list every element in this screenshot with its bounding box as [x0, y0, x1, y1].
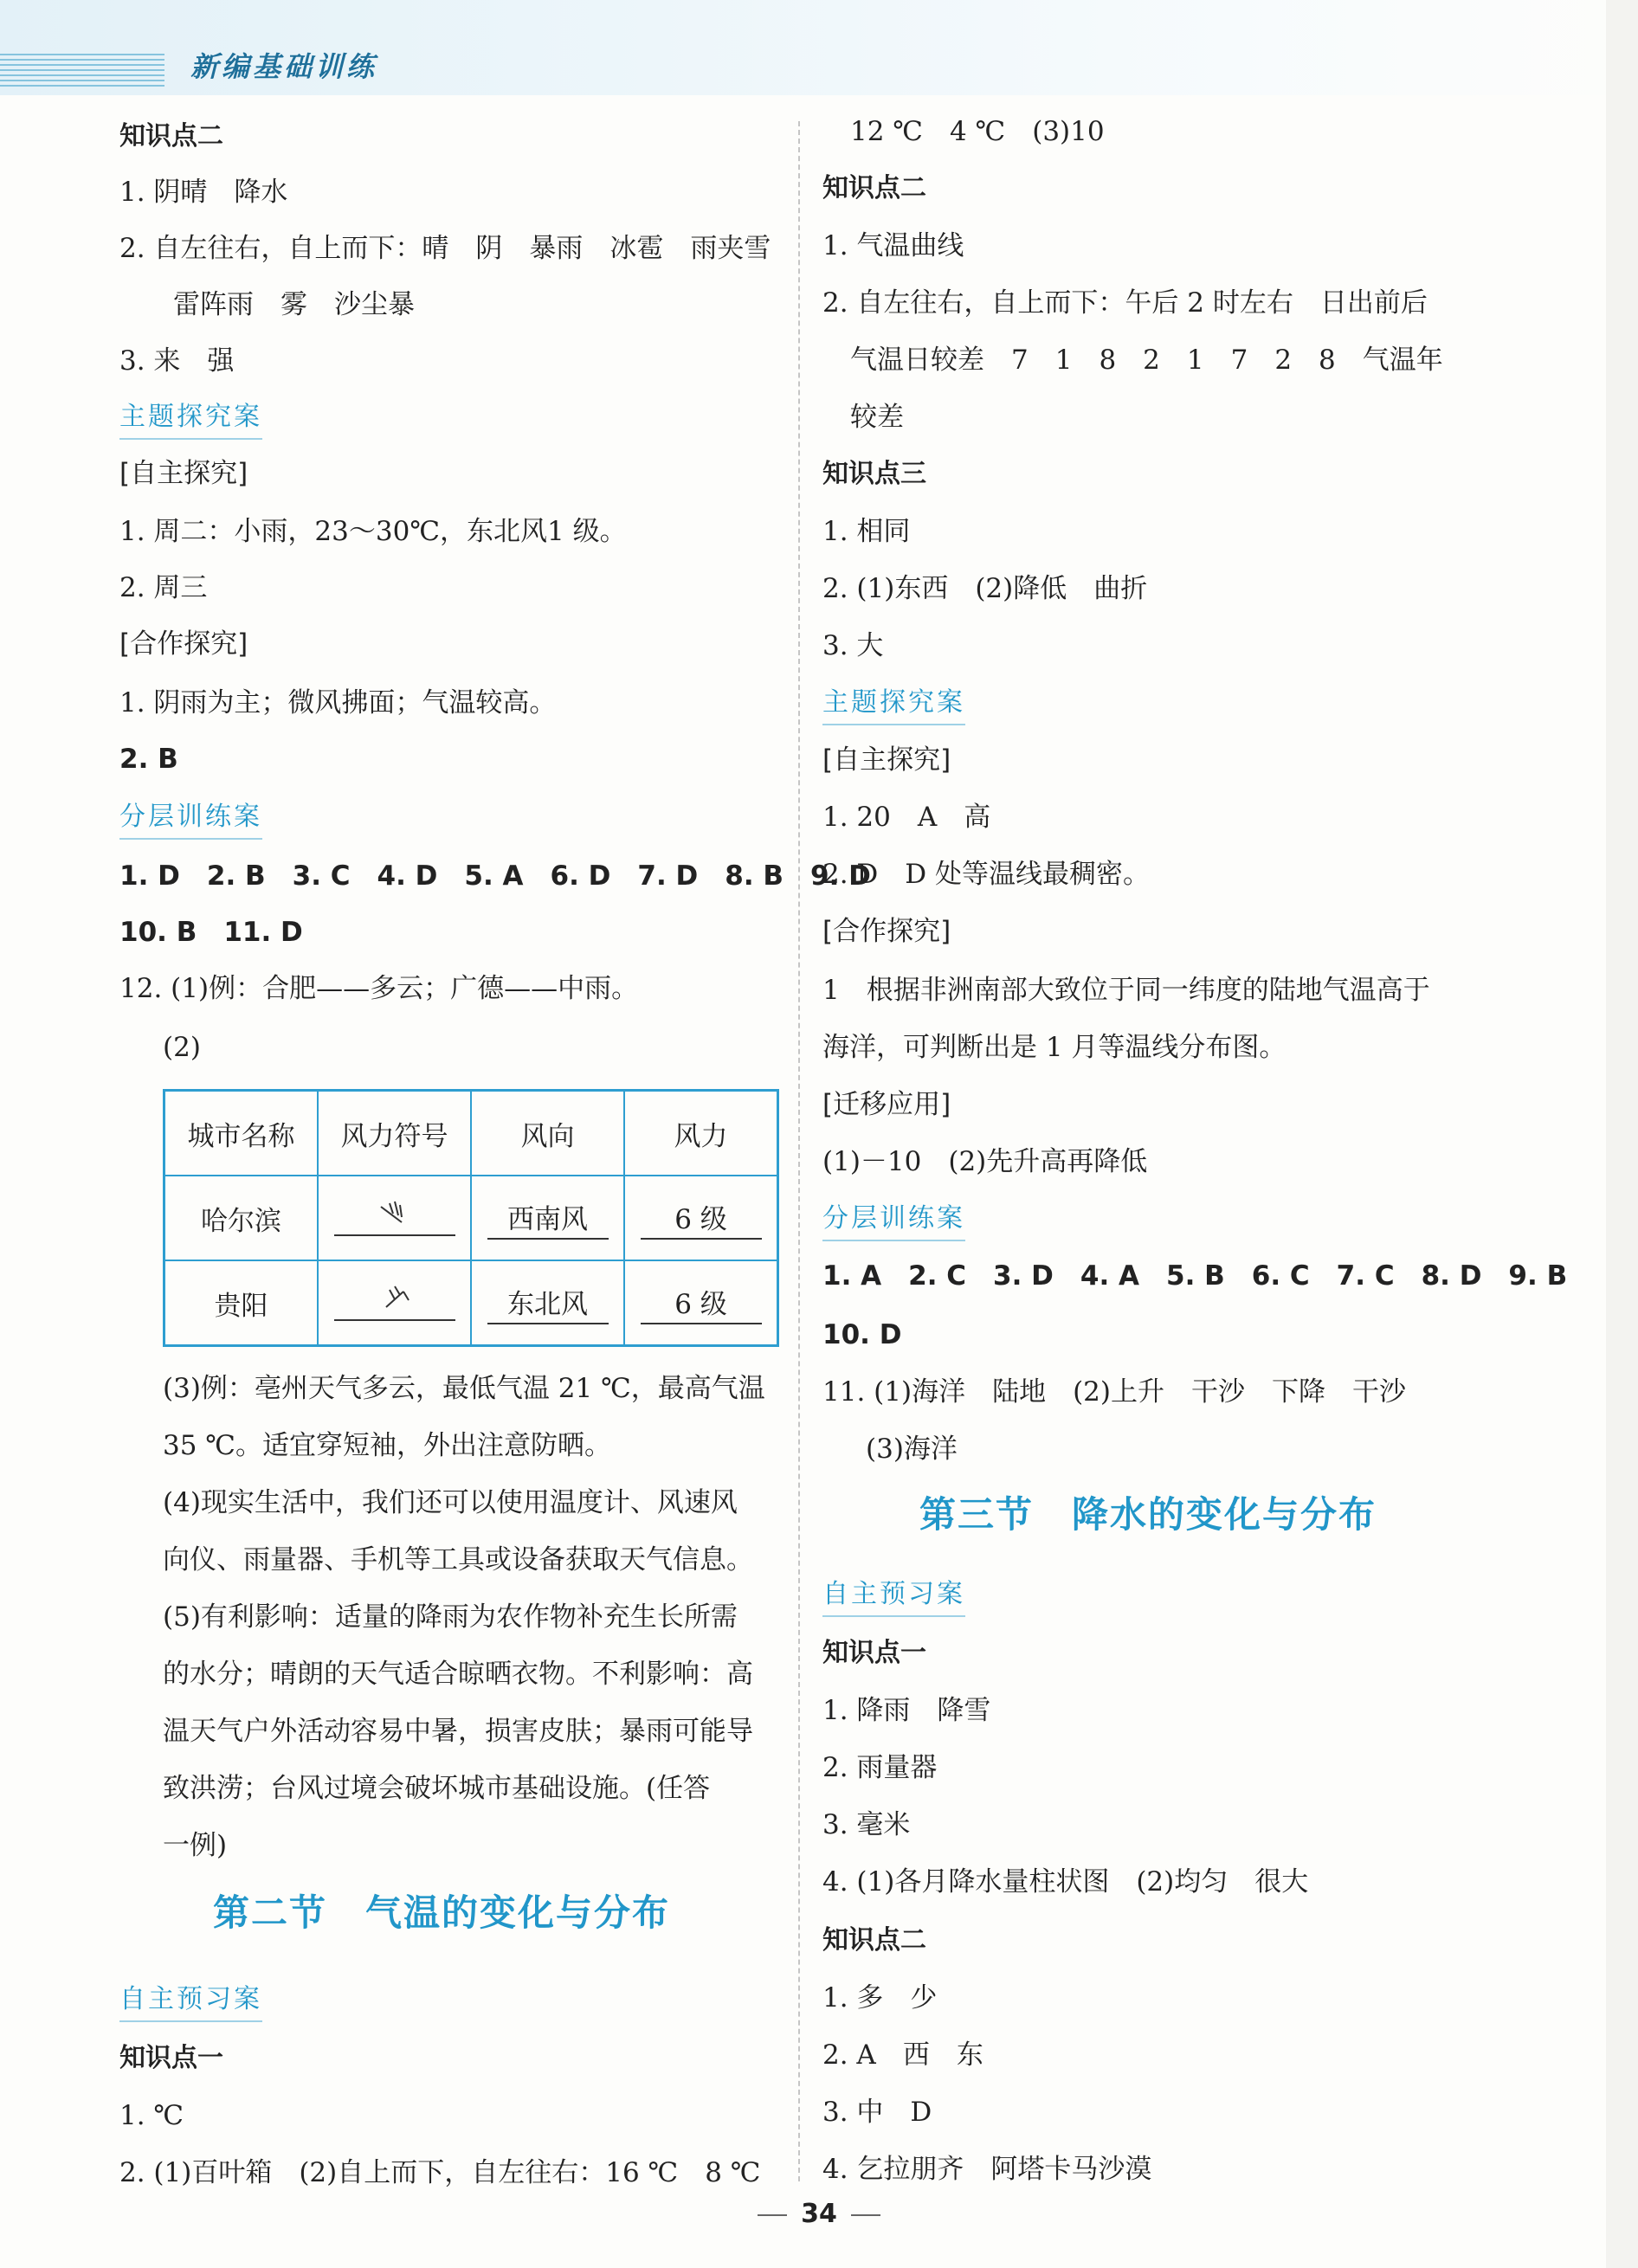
knowledge-point-heading: 知识点二 [822, 173, 926, 203]
direction-value: 东北风 [487, 1282, 609, 1324]
wind-symbol-icon [334, 1200, 455, 1236]
answer-line: 4. (1)各月降水量柱状图 (2)均匀 很大 [822, 1866, 1309, 1898]
force-cell [624, 1260, 778, 1346]
answer-line: 1 根据非洲南部大致位于同一纬度的陆地气温高于 [822, 975, 1430, 1006]
answer-line: 3. 毫米 [822, 1809, 911, 1840]
answer-line: 1. 降雨 降雪 [822, 1695, 991, 1726]
answer-line: 2. (1)百叶箱 (2)自上而下，自左往右：16 ℃ 8 ℃ [119, 2157, 761, 2188]
answer-line: 1. 多 少 [822, 1982, 938, 2013]
section-heading: 主题探究案 [822, 684, 965, 725]
table-header: 风力符号 [318, 1091, 471, 1176]
header-decoration [0, 54, 164, 88]
answer-line: 2. 自左往右，自上而下：午后 2 时左右 日出前后 [822, 287, 1428, 319]
answer-line: (5)有利影响：适量的降雨为农作物补充生长所需 [163, 1601, 738, 1633]
answer-line: 35 ℃。适宜穿短袖，外出注意防晒。 [163, 1430, 611, 1461]
answer-line: 2. A 西 东 [822, 2039, 983, 2071]
answer-line: 向仪、雨量器、手机等工具或设备获取天气信息。 [163, 1544, 753, 1575]
section-heading: 自主预习案 [119, 1981, 262, 2022]
chapter-title: 第二节 气温的变化与分布 [213, 1891, 671, 1934]
answer-line: 1. 周二：小雨，23～30℃，东北风1 级。 [119, 516, 627, 547]
answer-line: 2. 自左往右，自上而下：晴 阴 暴雨 冰雹 雨夹雪 [119, 233, 771, 264]
page-footer [0, 2199, 1638, 2229]
answer-line: (3)例：亳州天气多云，最低气温 21 ℃，最高气温 [163, 1373, 765, 1404]
table-header-row [164, 1091, 778, 1176]
subsection-label: [合作探究] [119, 628, 248, 660]
subsection-label: [合作探究] [822, 916, 951, 947]
wind-table [163, 1089, 779, 1347]
page-number: 34 [801, 2199, 837, 2229]
answer-line: 海洋，可判断出是 1 月等温线分布图。 [822, 1032, 1287, 1063]
book-title: 新编基础训练 [190, 50, 378, 83]
wind-symbol-icon [334, 1285, 455, 1321]
section-heading: 分层训练案 [822, 1200, 965, 1241]
answer-line: (2) [163, 1032, 201, 1063]
direction-cell [471, 1176, 624, 1260]
subsection-label: [迁移应用] [822, 1089, 951, 1120]
answer-line: 的水分；晴朗的天气适合晾晒衣物。不利影响：高 [163, 1659, 753, 1690]
answer-line: 1. 气温曲线 [822, 230, 964, 261]
direction-value: 西南风 [487, 1197, 609, 1240]
answer-line: (3)海洋 [866, 1434, 958, 1465]
answer-line: 1. A 2. C 3. D 4. A 5. B 6. C 7. C 8. D 9. B [822, 1260, 1568, 1292]
knowledge-point-heading: 知识点二 [822, 1925, 926, 1956]
knowledge-point-heading: 知识点二 [119, 121, 223, 151]
footer-dash [758, 2214, 787, 2216]
answer-line: 3. 大 [822, 630, 884, 661]
answer-line: 1. 相同 [822, 516, 911, 547]
answer-line: 雷阵雨 雾 沙尘暴 [173, 289, 415, 320]
knowledge-point-heading: 知识点一 [119, 2043, 223, 2073]
page-edge [1606, 0, 1638, 2268]
answer-line: 10. D [822, 1319, 902, 1350]
table-row [164, 1260, 778, 1346]
city-cell: 哈尔滨 [164, 1176, 319, 1260]
answer-line: 12 ℃ 4 ℃ (3)10 [850, 116, 1105, 147]
knowledge-point-heading: 知识点一 [822, 1638, 926, 1668]
answer-line: 气温日较差 7 1 8 2 1 7 2 8 气温年 [850, 345, 1443, 376]
table-header: 城市名称 [164, 1091, 319, 1176]
chapter-title: 第三节 降水的变化与分布 [919, 1493, 1377, 1536]
answer-line: 一例) [163, 1830, 228, 1861]
answer-line: (1)－10 (2)先升高再降低 [822, 1146, 1148, 1177]
city-cell: 贵阳 [164, 1260, 319, 1346]
subsection-label: [自主探究] [822, 744, 951, 776]
answer-line: 11. (1)海洋 陆地 (2)上升 干沙 下降 干沙 [822, 1376, 1406, 1408]
column-divider [798, 121, 800, 2181]
section-heading: 自主预习案 [822, 1575, 965, 1617]
answer-line: 12. (1)例：合肥——多云；广德——中雨。 [119, 973, 639, 1004]
force-value: 6 级 [641, 1197, 762, 1240]
answer-line: 1. 20 A 高 [822, 802, 991, 833]
symbol-cell [318, 1176, 471, 1260]
table-row [164, 1176, 778, 1260]
answer-line: 1. D 2. B 3. C 4. D 5. A 6. D 7. D 8. B 9. D [119, 860, 871, 892]
answer-line: 3. 中 D [822, 2097, 932, 2128]
answer-line: 2. 雨量器 [822, 1752, 938, 1783]
answer-line: 2. 周三 [119, 572, 208, 603]
answer-line: 1. ℃ [119, 2100, 184, 2131]
answer-line: 致洪涝；台风过境会破坏城市基础设施。(任答 [163, 1773, 711, 1804]
answer-line: 4. 乞拉朋齐 阿塔卡马沙漠 [822, 2154, 1152, 2185]
answer-line: 3. 来 强 [119, 345, 235, 377]
answer-line: 较差 [850, 402, 904, 433]
force-value: 6 级 [641, 1282, 762, 1324]
footer-dash [851, 2214, 880, 2216]
answer-line: 2. B [119, 744, 178, 775]
answer-line: 1. 阴雨为主；微风拂面；气温较高。 [119, 687, 557, 718]
answer-line: (4)现实生活中，我们还可以使用温度计、风速风 [163, 1487, 738, 1518]
table-header: 风力 [624, 1091, 778, 1176]
answer-line: 1. 阴晴 降水 [119, 177, 288, 208]
force-cell [624, 1176, 778, 1260]
section-heading: 主题探究案 [119, 398, 262, 440]
symbol-cell [318, 1260, 471, 1346]
answer-line: 2. D D 处等温线最稠密。 [822, 859, 1150, 890]
direction-cell [471, 1260, 624, 1346]
subsection-label: [自主探究] [119, 458, 248, 489]
knowledge-point-heading: 知识点三 [822, 459, 926, 489]
section-heading: 分层训练案 [119, 798, 262, 840]
answer-line: 温天气户外活动容易中暑，损害皮肤；暴雨可能导 [163, 1716, 753, 1747]
answer-line: 2. (1)东西 (2)降低 曲折 [822, 573, 1148, 604]
answer-line: 10. B 11. D [119, 917, 303, 948]
table-header: 风向 [471, 1091, 624, 1176]
